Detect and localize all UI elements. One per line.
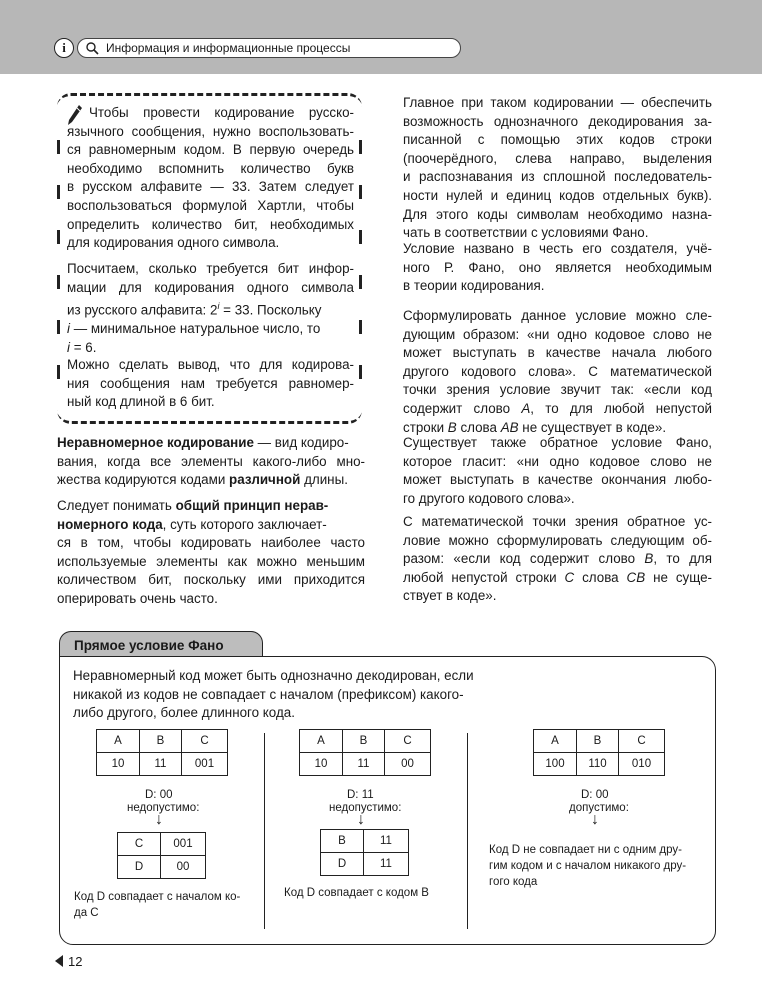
note-border <box>359 140 362 154</box>
text: = 6. <box>69 339 97 355</box>
text-line <box>67 320 354 339</box>
note-border <box>57 230 60 244</box>
text-line <box>403 569 712 588</box>
exponent: i <box>217 301 220 312</box>
text-line: оперировать очень часто. <box>57 590 218 606</box>
text-line: чать в соответствии с условиями Фано. <box>403 225 649 241</box>
right-paragraph-1 <box>403 94 712 243</box>
text-line <box>57 434 365 453</box>
text-line: Сформулировать данное условие можно сле- <box>403 308 712 323</box>
text-line: писанной с помощью этих кодов строки <box>403 132 712 148</box>
text: — вид кодиро- <box>253 435 349 450</box>
emphasis: различной <box>229 472 301 488</box>
text-line: Неравномерный код может быть однозначно декодирован, если <box>73 668 474 683</box>
table-cell: B <box>343 730 385 753</box>
table-cell: 10 <box>97 753 140 776</box>
note-border <box>57 365 60 379</box>
table-cell: 11 <box>364 830 409 853</box>
table-cell: B <box>577 730 619 753</box>
page-marker-icon <box>55 955 63 967</box>
down-arrow-icon: ↓ <box>155 811 163 828</box>
text-line: и распознавания из сплошной последователь- <box>403 169 712 185</box>
text-line: может выступать в качестве начала любого <box>403 345 712 361</box>
variable: i <box>67 321 70 337</box>
text: = 33. Поскольку <box>219 302 322 318</box>
text-line: воспользоваться формулой Хартли, чтобы <box>67 197 354 213</box>
text-line: в теории кодирования. <box>403 278 545 294</box>
table-cell: D <box>321 853 364 876</box>
down-arrow-icon: ↓ <box>591 811 599 828</box>
table-cell: B <box>140 730 182 753</box>
table-cell: A <box>534 730 577 753</box>
text-line: ный код длиной в 6 бит. <box>67 394 215 410</box>
text-line: необходимо вспомнить количество букв <box>67 160 354 176</box>
text-line: Главное при таком кодировании — обеспечить <box>403 95 712 110</box>
subtable-1 <box>117 832 206 879</box>
table-cell: 11 <box>364 853 409 876</box>
table-cell: C <box>118 833 161 856</box>
text-line: Посчитаем, сколько требуется бит инфор- <box>67 261 354 276</box>
text-line: да C <box>74 907 99 919</box>
text-line: ловие можно сформулировать следующим об- <box>403 532 712 548</box>
text-line: Код D совпадает с началом ко- <box>74 891 241 903</box>
text: слова <box>456 419 501 435</box>
text-line: Существует также обратное условие Фано, <box>403 435 712 450</box>
section-title: Информация и информационные процессы <box>106 41 351 55</box>
fano-statement <box>73 667 474 723</box>
text: , то для любой непустой <box>530 400 712 416</box>
column-divider <box>264 733 265 929</box>
text-line: гим кодом и с началом никакого дру- <box>489 860 687 872</box>
text-line: Код D совпадает с кодом B <box>284 887 429 899</box>
term: Неравномерное кодирование <box>57 435 254 450</box>
definition-paragraph <box>57 434 365 490</box>
note-paragraph-3 <box>67 356 354 412</box>
text-line: Код D не совпадает ни с одним дру- <box>489 844 682 856</box>
text-line <box>57 497 365 516</box>
code-d-label: D: 11 <box>347 789 374 801</box>
table-cell: 001 <box>161 833 206 856</box>
table-cell: 100 <box>534 753 577 776</box>
text-line: используемые элементы как можно меньшим <box>57 553 365 569</box>
text-line: Условие названо в честь его создателя, учё- <box>403 241 712 256</box>
status-label: недопустимо: <box>127 802 200 814</box>
note-paragraph-1-cont <box>67 123 354 253</box>
text: слова <box>574 569 627 585</box>
header-bar <box>0 0 762 74</box>
text-line: другого кодового слова». С математической <box>403 363 712 379</box>
text-line <box>57 516 365 535</box>
table-cell: C <box>182 730 228 753</box>
table-cell: 11 <box>140 753 182 776</box>
text: не существует в коде». <box>518 419 667 435</box>
status-label: допустимо: <box>569 802 629 814</box>
note-border <box>57 275 60 289</box>
right-paragraph-5 <box>403 513 712 606</box>
principle-paragraph <box>57 497 365 609</box>
text-line: язычного сообщения, нужно воспользовать- <box>67 123 354 139</box>
code-d-label: D: 00 <box>581 789 609 801</box>
text-line: (поочерёдного, слева направо, выделения <box>403 150 712 166</box>
table-cell: 00 <box>161 856 206 879</box>
text-line: может выступать в качестве окончания любо- <box>403 472 712 488</box>
table-cell: C <box>619 730 665 753</box>
text: длины. <box>300 472 348 488</box>
text-line: С математической точки зрения обратное ус- <box>403 514 712 529</box>
note-border <box>359 320 362 334</box>
variable: CB <box>626 569 646 585</box>
text: любой непустой строки <box>403 569 565 585</box>
note-border <box>57 140 60 154</box>
subtable-2 <box>320 829 409 876</box>
text-line: дующим образом: «ни одно кодовое слово не <box>403 326 712 342</box>
text: , то для <box>653 551 712 567</box>
info-icon: i <box>54 38 74 58</box>
table-cell: A <box>97 730 140 753</box>
text-line: в русском алфавите — 33. Затем следует <box>67 179 354 195</box>
text-line: никакой из кодов не совпадает с началом (префиксом) какого- <box>73 686 464 702</box>
text: разом: «если код содержит слово <box>403 551 645 567</box>
text-line <box>403 550 712 569</box>
fano-box-title: Прямое условие Фано <box>59 631 263 657</box>
variable: A <box>521 400 531 416</box>
right-paragraph-4 <box>403 434 712 508</box>
note-border <box>359 365 362 379</box>
variable: B <box>447 419 457 435</box>
text-line: ствует в коде». <box>403 588 497 604</box>
variable: i <box>67 339 70 355</box>
variable: C <box>564 569 575 585</box>
code-table-2 <box>299 729 431 776</box>
text-line: ния сообщения нам требуется равномер- <box>67 375 354 391</box>
variable: B <box>644 551 654 567</box>
text-line: возможность однозначного декодирования за- <box>403 113 712 129</box>
text-line: ся в том, чтобы кодировать наиболее часто <box>57 535 365 551</box>
example-3-note <box>489 842 707 890</box>
code-table-1 <box>96 729 228 776</box>
table-cell: B <box>321 830 364 853</box>
example-2-note <box>284 885 464 901</box>
right-paragraph-3 <box>403 307 712 437</box>
text-line: точки зрения условие звучит так: «если код <box>403 382 712 398</box>
table-cell: 11 <box>343 753 385 776</box>
code-d-label: D: 00 <box>145 789 173 801</box>
code-table-3 <box>533 729 665 776</box>
text: содержит слово <box>403 400 522 416</box>
text-line: либо другого, более длинного кода. <box>73 705 295 721</box>
text-line <box>403 400 712 419</box>
down-arrow-icon: ↓ <box>357 811 365 828</box>
text-line: ного Р. Фано, оно является необходимым <box>403 259 712 275</box>
table-cell: 00 <box>385 753 431 776</box>
text: строки <box>403 419 448 435</box>
text-line: гого кода <box>489 876 538 888</box>
text-line: ности нулей и единиц кодов отдельных букв). <box>403 187 712 203</box>
text-line <box>67 339 354 358</box>
table-cell: 10 <box>300 753 343 776</box>
text-line: которое гласит: «ни одно кодовое слово не <box>403 453 712 469</box>
text: — минимальное натуральное число, то <box>69 321 321 337</box>
text: , суть которого заключает- <box>162 516 327 532</box>
note-border <box>359 275 362 289</box>
text-line: мации для кодирования одного символа <box>67 279 354 295</box>
table-cell: 110 <box>577 753 619 776</box>
text-line: Для этого коды символам необходимо назна- <box>403 206 712 222</box>
text-line: Можно сделать вывод, что для кодирова- <box>67 357 354 372</box>
note-border <box>57 185 60 199</box>
emphasis: номерного кода <box>57 516 163 532</box>
right-paragraph-2 <box>403 240 712 296</box>
note-border <box>359 230 362 244</box>
page-number: 12 <box>68 954 83 969</box>
column-divider <box>467 733 468 929</box>
text-line: вания, когда все элементы какого-либо мно- <box>57 453 365 469</box>
text: Следует понимать <box>57 498 176 513</box>
text-line: го другого кодового слова». <box>403 490 575 506</box>
text-line: количеством бит, поскольку ими приходится <box>57 572 365 588</box>
table-cell: 010 <box>619 753 665 776</box>
text-line: определить количество бит, необходимых <box>67 216 354 232</box>
table-cell: D <box>118 856 161 879</box>
table-cell: A <box>300 730 343 753</box>
note-paragraph-2 <box>67 260 354 357</box>
text: не суще- <box>645 569 712 585</box>
status-label: недопустимо: <box>329 802 402 814</box>
table-cell: 001 <box>182 753 228 776</box>
note-paragraph-1 <box>89 104 354 123</box>
section-title-bar <box>77 38 461 58</box>
text-line: для кодирования одного символа. <box>67 235 280 251</box>
text-line: ся равномерным кодом. В первую очередь <box>67 142 354 158</box>
text: жества кодируются кодами <box>57 472 230 488</box>
variable: AB <box>500 419 519 435</box>
note-border <box>359 185 362 199</box>
text-line <box>57 471 365 490</box>
text: из русского алфавита: 2 <box>67 302 218 318</box>
table-cell: C <box>385 730 431 753</box>
note-border <box>57 320 60 334</box>
text-line <box>67 297 354 320</box>
example-1-note <box>74 889 254 921</box>
emphasis: общий принцип нерав- <box>175 498 329 513</box>
text-line: Чтобы провести кодирование русско- <box>89 105 354 120</box>
search-icon <box>86 42 99 55</box>
